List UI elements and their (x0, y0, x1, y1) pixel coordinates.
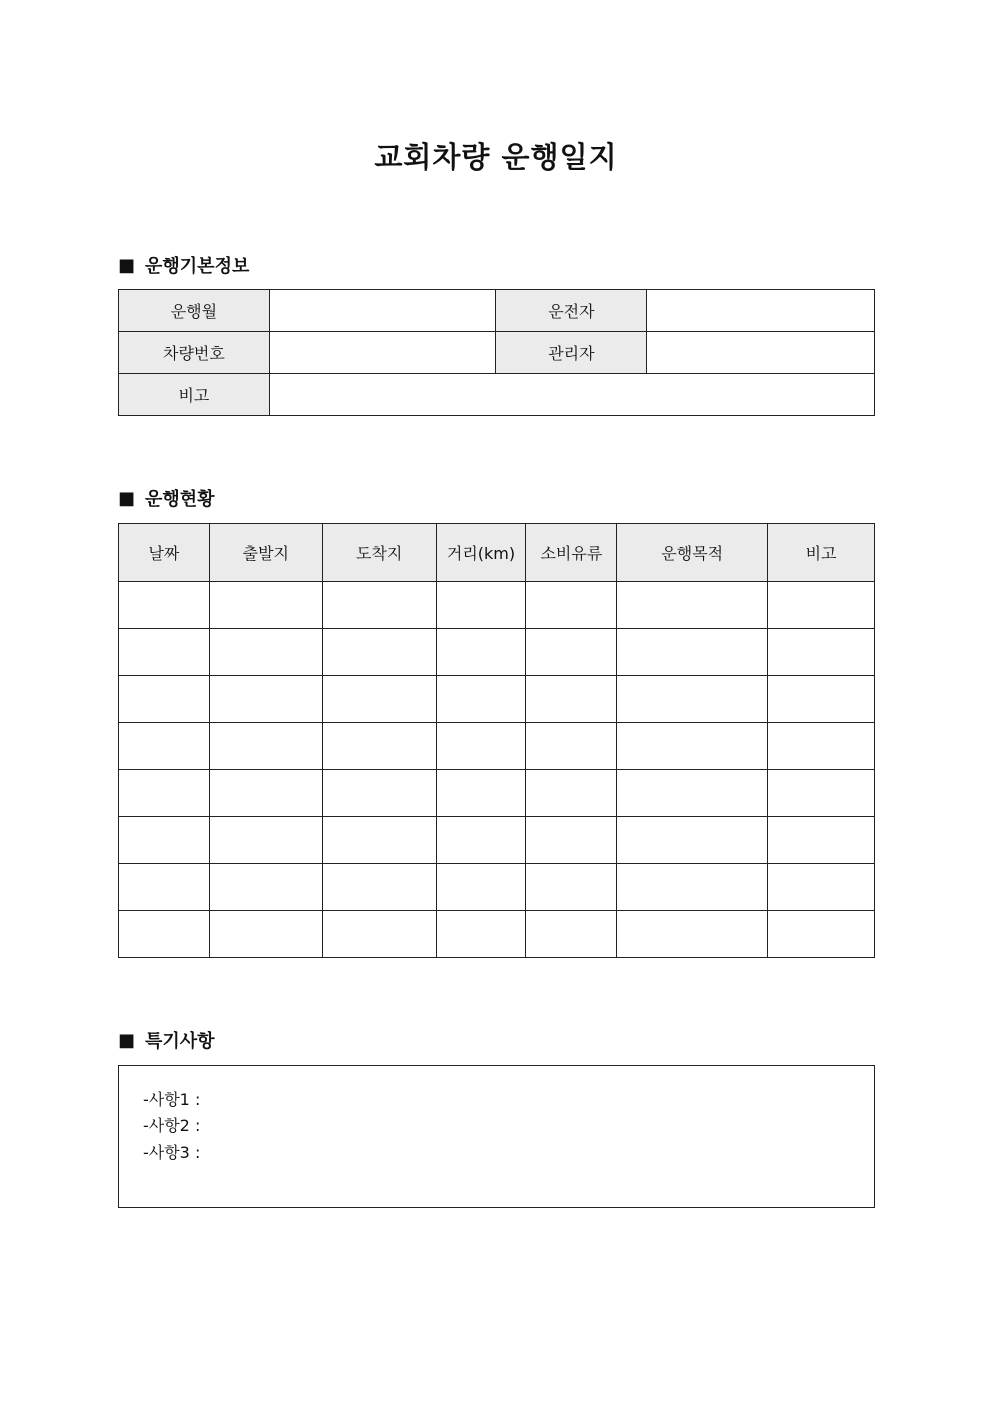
cell-remarks[interactable] (768, 864, 875, 911)
cell-purpose[interactable] (617, 817, 768, 864)
square-bullet-icon: ■ (118, 487, 136, 509)
cell-distance[interactable] (436, 629, 526, 676)
cell-purpose[interactable] (617, 676, 768, 723)
status-table (118, 523, 875, 958)
cell-fuel[interactable] (526, 770, 617, 817)
label-manager: 관리자 (496, 332, 647, 374)
cell-distance[interactable] (436, 911, 526, 958)
cell-distance[interactable] (436, 864, 526, 911)
cell-fuel[interactable] (526, 582, 617, 629)
table-row (119, 629, 875, 676)
cell-destination[interactable] (322, 864, 436, 911)
table-header-row (119, 524, 875, 582)
cell-distance[interactable] (436, 770, 526, 817)
field-driver[interactable] (647, 290, 875, 332)
note-line-2: -사항2 : (143, 1116, 201, 1135)
field-vehicle-no[interactable] (269, 332, 496, 374)
cell-origin[interactable] (209, 817, 322, 864)
cell-purpose[interactable] (617, 629, 768, 676)
notes-box[interactable] (118, 1065, 875, 1208)
section-title: 운행현황 (145, 489, 215, 510)
cell-distance[interactable] (436, 582, 526, 629)
cell-date[interactable] (119, 676, 210, 723)
column-header-fuel: 소비유류 (526, 524, 617, 582)
table-row (119, 911, 875, 958)
cell-destination[interactable] (322, 582, 436, 629)
cell-origin[interactable] (209, 864, 322, 911)
cell-date[interactable] (119, 911, 210, 958)
cell-origin[interactable] (209, 629, 322, 676)
cell-remarks[interactable] (768, 582, 875, 629)
label-vehicle-no: 차량번호 (119, 332, 270, 374)
cell-date[interactable] (119, 723, 210, 770)
section-heading-basic-info (118, 252, 249, 278)
table-row (119, 723, 875, 770)
label-driver: 운전자 (496, 290, 647, 332)
section-title: 운행기본정보 (145, 256, 250, 277)
cell-fuel[interactable] (526, 629, 617, 676)
basic-info-table (118, 289, 875, 416)
label-month: 운행월 (119, 290, 270, 332)
section-heading-status (118, 485, 215, 511)
column-header-origin: 출발지 (209, 524, 322, 582)
cell-fuel[interactable] (526, 817, 617, 864)
column-header-distance: 거리(km) (436, 524, 526, 582)
cell-destination[interactable] (322, 911, 436, 958)
cell-purpose[interactable] (617, 911, 768, 958)
column-header-remarks: 비고 (768, 524, 875, 582)
cell-purpose[interactable] (617, 582, 768, 629)
cell-fuel[interactable] (526, 864, 617, 911)
cell-purpose[interactable] (617, 723, 768, 770)
status-table-body (119, 582, 875, 958)
cell-distance[interactable] (436, 817, 526, 864)
square-bullet-icon: ■ (118, 1029, 136, 1051)
cell-date[interactable] (119, 770, 210, 817)
cell-distance[interactable] (436, 676, 526, 723)
cell-remarks[interactable] (768, 817, 875, 864)
cell-origin[interactable] (209, 770, 322, 817)
label-remarks: 비고 (119, 374, 270, 416)
cell-fuel[interactable] (526, 723, 617, 770)
column-header-purpose: 운행목적 (617, 524, 768, 582)
cell-purpose[interactable] (617, 770, 768, 817)
table-row (119, 864, 875, 911)
cell-destination[interactable] (322, 676, 436, 723)
table-row (119, 374, 875, 416)
cell-remarks[interactable] (768, 723, 875, 770)
note-line-3: -사항3 : (143, 1143, 201, 1162)
table-row (119, 290, 875, 332)
table-row (119, 332, 875, 374)
table-row (119, 817, 875, 864)
cell-destination[interactable] (322, 629, 436, 676)
column-header-date: 날짜 (119, 524, 210, 582)
column-header-destination: 도착지 (322, 524, 436, 582)
table-row (119, 676, 875, 723)
cell-fuel[interactable] (526, 676, 617, 723)
cell-remarks[interactable] (768, 629, 875, 676)
cell-remarks[interactable] (768, 911, 875, 958)
cell-fuel[interactable] (526, 911, 617, 958)
table-row (119, 770, 875, 817)
cell-date[interactable] (119, 582, 210, 629)
section-heading-notes (118, 1027, 215, 1053)
cell-date[interactable] (119, 629, 210, 676)
cell-destination[interactable] (322, 723, 436, 770)
cell-purpose[interactable] (617, 864, 768, 911)
cell-remarks[interactable] (768, 676, 875, 723)
cell-origin[interactable] (209, 582, 322, 629)
cell-date[interactable] (119, 864, 210, 911)
cell-origin[interactable] (209, 676, 322, 723)
square-bullet-icon: ■ (118, 254, 136, 276)
cell-remarks[interactable] (768, 770, 875, 817)
field-remarks[interactable] (269, 374, 874, 416)
cell-origin[interactable] (209, 723, 322, 770)
field-manager[interactable] (647, 332, 875, 374)
cell-destination[interactable] (322, 770, 436, 817)
cell-destination[interactable] (322, 817, 436, 864)
cell-distance[interactable] (436, 723, 526, 770)
page-title: 교회차량 운행일지 (374, 140, 618, 174)
note-line-1: -사항1 : (143, 1090, 201, 1109)
cell-origin[interactable] (209, 911, 322, 958)
table-row (119, 582, 875, 629)
field-month[interactable] (269, 290, 496, 332)
cell-date[interactable] (119, 817, 210, 864)
section-title: 특기사항 (145, 1031, 215, 1052)
